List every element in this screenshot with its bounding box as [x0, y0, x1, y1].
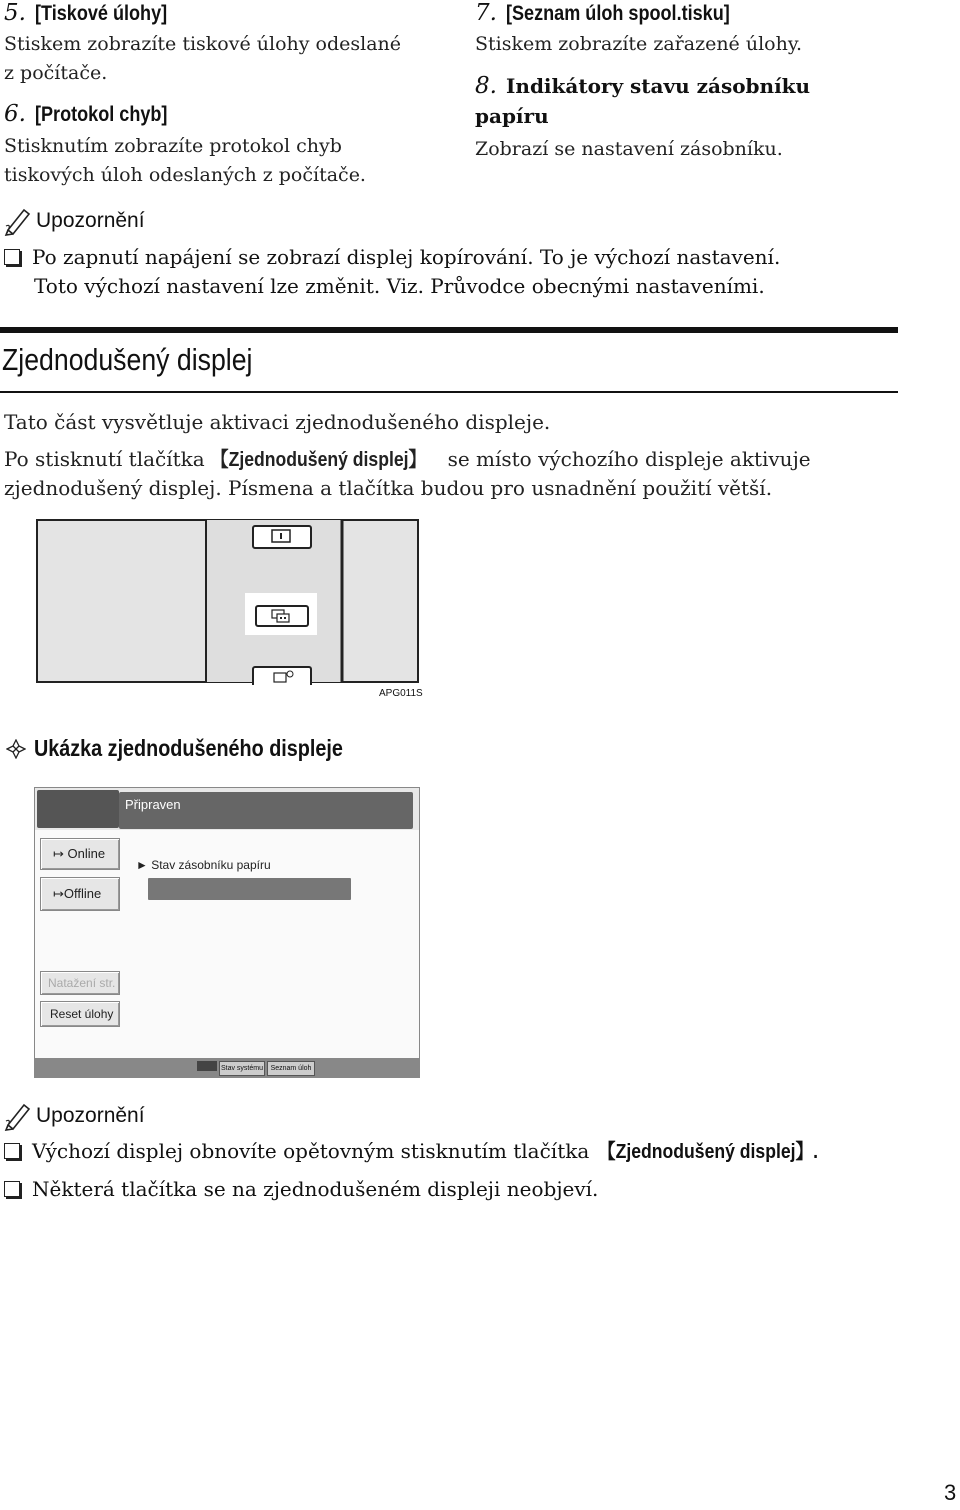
online-button[interactable]: ↦ Online — [40, 838, 120, 870]
item-5 — [4, 0, 189, 26]
item-7-desc — [475, 30, 802, 59]
page-number: 3 — [944, 1480, 957, 1505]
paper-tray-status-bar — [148, 878, 351, 900]
section-intro: Tato část vysvětluje aktivaci zjednodušeného displeje. — [4, 410, 551, 434]
paragraph-text: se místo výchozího displeje aktivuje — [447, 447, 811, 471]
item-desc-line: Zobrazí se nastavení zásobníku. — [475, 138, 783, 160]
control-panel-figure — [36, 519, 419, 683]
item-7 — [475, 0, 766, 26]
note-text: Některá tlačítka se na zjednodušeném displeji neobjeví. — [32, 1177, 599, 1201]
checkbox-bullet-icon — [4, 1181, 20, 1197]
pencil-icon — [4, 206, 32, 236]
item-number: 7. — [475, 0, 497, 26]
item-5-desc — [4, 30, 401, 88]
reset-job-button[interactable]: Reset úlohy — [40, 1001, 120, 1027]
key-name: 【Zjednodušený displej】 — [211, 449, 427, 471]
example-heading — [6, 735, 393, 762]
item-6-desc — [4, 132, 366, 190]
note-bullet — [4, 243, 780, 272]
checkbox-bullet-icon — [4, 1143, 20, 1159]
note-heading — [4, 1101, 145, 1131]
item-desc-line: Stiskem zobrazíte tiskové úlohy odeslané — [4, 33, 401, 55]
checkbox-bullet-icon — [4, 249, 20, 265]
figure-code: APG011S — [379, 688, 423, 699]
key-name: 【Zjednodušený displej】. — [597, 1141, 818, 1163]
form-feed-button[interactable]: Natažení str. — [40, 971, 120, 995]
note-heading — [4, 206, 145, 236]
item-desc-line: Stiskem zobrazíte zařazené úlohy. — [475, 33, 803, 55]
note-title: Upozornění — [36, 209, 145, 232]
note-title: Upozornění — [36, 1104, 145, 1127]
status-bar-left — [37, 790, 119, 828]
item-number: 6. — [4, 101, 26, 127]
item-title: Indikátory stavu zásobníku — [506, 74, 811, 98]
item-desc-line: z počítače. — [4, 62, 108, 84]
paragraph-text: Po stisknutí tlačítka — [4, 447, 205, 471]
job-list-button[interactable]: Seznam úloh — [267, 1061, 315, 1076]
example-title: Ukázka zjednodušeného displeje — [34, 735, 343, 761]
item-8-desc — [475, 135, 783, 164]
item-title: [Protokol chyb] — [35, 103, 168, 126]
paper-tray-status-label[interactable]: ► Stav zásobníku papíru — [136, 858, 271, 872]
screen-brightness-key[interactable] — [252, 666, 312, 685]
section-paragraph — [4, 445, 811, 475]
note-text: Po zapnutí napájení se zobrazí displej kopírování. To je výchozí nastavení. — [32, 245, 781, 269]
note-bullet — [4, 1175, 598, 1204]
status-message: Připraven — [119, 792, 413, 829]
item-title: [Tiskové úlohy] — [35, 2, 168, 25]
item-title: [Seznam úloh spool.tisku] — [506, 2, 730, 25]
info-key[interactable] — [252, 525, 312, 549]
note-bullet — [4, 1137, 848, 1167]
simplified-display-screenshot — [34, 787, 420, 1078]
item-number: 5. — [4, 0, 26, 26]
item-8 — [475, 73, 810, 99]
section-rule-top — [0, 327, 898, 333]
system-status-button[interactable]: Stav systému — [219, 1061, 265, 1076]
simplified-display-key[interactable] — [245, 593, 317, 635]
section-title: Zjednodušený displej — [2, 342, 253, 377]
item-number: 8. — [475, 73, 497, 99]
note-text-cont: Toto výchozí nastavení lze změnit. Viz. Průvodce obecnými nastaveními. — [34, 274, 765, 298]
diamond-bullet-icon — [6, 739, 26, 759]
offline-button[interactable]: ↦Offline — [40, 877, 120, 911]
pencil-icon — [4, 1101, 32, 1131]
section-paragraph-cont: zjednodušený displej. Písmena a tlačítka budou pro usnadnění použití větší. — [4, 476, 773, 500]
item-title-cont: papíru — [475, 104, 549, 128]
bottom-indicator — [197, 1061, 217, 1071]
item-desc-line: tiskových úloh odeslaných z počítače. — [4, 164, 366, 186]
item-6 — [4, 101, 189, 127]
simplified-display-icon — [257, 607, 307, 625]
item-desc-line: Stisknutím zobrazíte protokol chyb — [4, 135, 342, 157]
section-rule-bottom — [0, 391, 898, 393]
note-text: Výchozí displej obnovíte opětovným stisknutím tlačítka — [32, 1139, 590, 1163]
